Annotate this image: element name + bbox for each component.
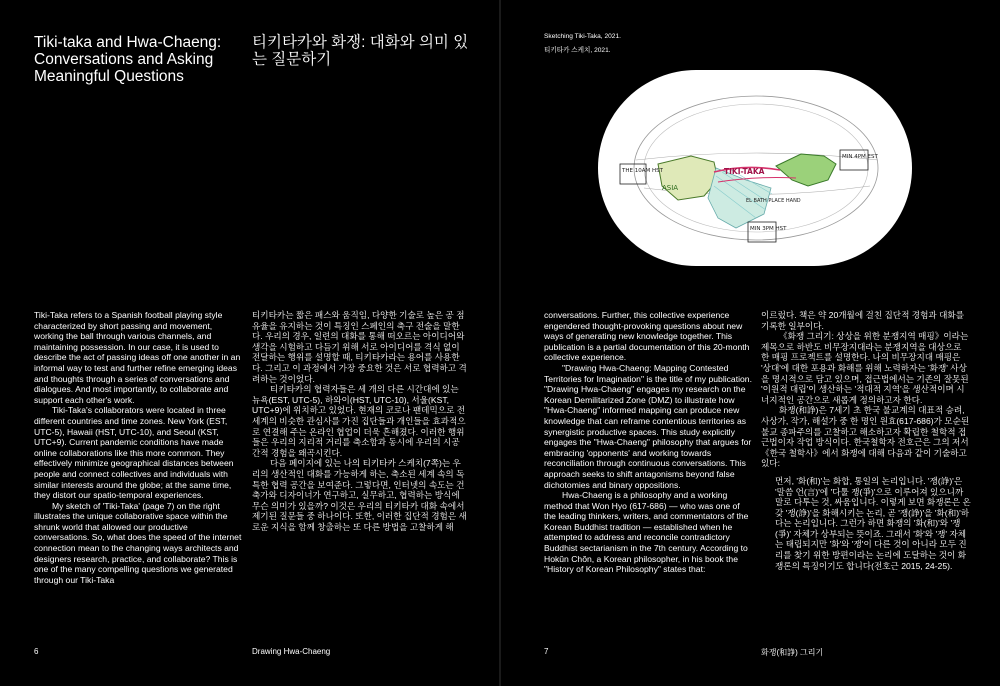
- sketch-label-asia: ASIA: [662, 184, 679, 192]
- korean-column-right: [761, 310, 971, 571]
- tiki-taka-sketch: [596, 68, 914, 268]
- sketch-label-tikitaka: TIKI-TAKA: [724, 167, 765, 176]
- page-number: 6: [34, 647, 39, 656]
- running-title: 화쟁(和諍) 그리기: [761, 648, 824, 657]
- paragraph: Hwa-Chaeng is a philosophy and a working method that Won Hyo (617-686) — who was one of the leading thinkers, writers, and commentators of the Korean Buddhist tradition — established when he attempted to address and reconcile contradictory Buddhist sectarianism in the 7th century. According to Hokŭn Chŏn, a Korean philosopher, in his book the "History of Korean Philosophy" states that:: [544, 490, 749, 575]
- caption-english: Sketching Tiki-Taka, 2021.: [544, 33, 621, 40]
- page-number: 7: [544, 647, 549, 656]
- sketch-label-right: MIN 4PM EST: [842, 154, 878, 160]
- paragraph: 티키타카는 짧은 패스와 움직임, 다양한 기술로 높은 공 점유율을 유지하는 것이 특징인 스페인의 축구 전술을 말한다. 우리의 경우, 일련의 대화를 통해 떠오르는 아이디어와 생각을 시험하고 다듬기 위해 서로 아이디어를 격식 없이 전달하는 행위를 설명할 때, 티키타카라는 용어를 사용한다. 그리고 이 과정에서 가장 중요한 것은 서로 협력하고 격려하는 것이었다.: [252, 310, 467, 384]
- block-quote: 먼저, '화(和)'는 화합, 통일의 논리입니다. '쟁(諍)'은 '말씀 언(言)'에 '다툴 쟁(爭)'으로 이루어져 있으니까 말로 다투는 것, 싸움입니다. 이렇게 보면 화쟁론은 온갖 '쟁(諍)'을 화해시키는 논리, 곧 '쟁(諍)'을 '화(和)'하다는 논리입니다. 그런가 하면 화쟁의 '화(和)'와 '쟁(爭)' 자체가 상부되는 뜻이죠. 그래서 '화'와 '쟁' 자체는 태립되지만 '화'와 '쟁'이 다른 것이 아니라 모두 진리를 찾기 위한 방편이라는 논리에 도달하는 것이 화쟁론의 특징이기도 합니다(전호근 2015, 24-25).: [775, 475, 971, 571]
- sketch-label-bottom: MIN 3PM HST: [750, 226, 787, 232]
- sketch-label-left: THE 10AM HST: [622, 168, 663, 174]
- paragraph: 《화쟁 그리기: 상상을 위한 분쟁지역 매핑》이라는 제목으로 하반도 비무장지대라는 분쟁지역을 대상으로 한 매핑 프로젝트를 설명한다. 나의 비무장지대 매핑은 '상대'에 대한 포용과 화해를 위해 노력하자는 '화쟁' 사상을 명시적으로 담고 있으며, 접근법에서는 기존의 잘못된 '이원적 대립'이 생산하는 '적대적 지역'을 생산적이며 시너지적인 공간으로 새롭게 정의하고자 한다.: [761, 331, 969, 405]
- page-title-korean: 티키타카와 화쟁: 대화와 의미 있는 질문하기: [252, 34, 469, 68]
- paragraph: 화쟁(和諍)은 7세기 초 한국 불교계의 대표적 승려, 사상가, 작가, 해설가 중 한 명인 원효(617-686)가 모순된 불교 종파주의를 고찰하고 해소하고자 확립한 철학적 접근법이자 작업 방식이다. 한국철학자 전호근은 그의 저서 《한국 철학사》에서 화쟁에 대해 다음과 같이 기술하고 있다:: [761, 405, 970, 469]
- page-title-english: Tiki-taka and Hwa-Chaeng: Conversations and Asking Meaningful Questions: [34, 34, 222, 85]
- english-column-right: [544, 310, 754, 575]
- figure-caption: [544, 33, 684, 61]
- korean-column-left: [252, 310, 467, 532]
- paragraph: Tiki-Taka's collaborators were located in three different countries and time zones. New York (EST, UTC-5), Hawaii (HST, UTC-10), and Seoul (KST, UTC+9). Current pandemic conditions have made online collaborations like this more common. They effectively minimize geographical distances between people and connect collectives and individuals with similar interests around the globe; at the same time, they distort our spatio-temporal experiences.: [34, 405, 234, 501]
- paragraph: 이르렀다. 책은 약 20개월에 걸친 집단적 경험과 대화를 기록한 일부이다.: [761, 310, 964, 331]
- paragraph: Tiki-Taka refers to a Spanish football playing style characterized by short passing and movement, working the ball through various channels, and maintaining possession. In our case, it is used to describe the act of passing ideas off one another in an informal way to test and further refine emerging ideas and thoughts through a series of conversations and dialogues. And most importantly, to collaborate and support each other's work.: [34, 310, 241, 405]
- running-title: Drawing Hwa-Chaeng: [252, 647, 331, 656]
- sketch-label-note: EL BATH PLACE HAND: [746, 198, 801, 204]
- paragraph: 티키타카의 협력자들은 세 개의 다른 시간대에 있는 뉴욕(EST, UTC-5), 하와이(HST, UTC-10), 서울(KST, UTC+9)에 위치하고 있었다. 현재의 코로나 팬데믹으로 전 세계의 비슷한 관심사를 가진 집단들과 개인들을 효과적으로 연결해 주는 온라인 협업이 더욱 흔해졌다. 이러한 행위들은 우리의 지리적 거리를 축소함과 동시에 우리의 시공간적 경험을 왜곡시킨다.: [252, 384, 466, 458]
- caption-korean: 티키타카 스케치, 2021.: [544, 47, 611, 54]
- english-column-left: [34, 310, 244, 585]
- paragraph: "Drawing Hwa-Chaeng: Mapping Contested Territories for Imagination" is the title of my publication. "Drawing Hwa-Chaeng" engages my research on the Korean Demilitarized Zone (DMZ) to illustrate how "Hwa-Chaeng" informed mapping can produce new knowledge that can reframe contentious territories as synergistic productive spaces. This study explicitly engages the "Hwa-Chaeng" philosophy that argues for embracing 'opponents' and working towards reconciliation through continuous conversations. This approach seeks to shift antagonisms beyond false dichotomies and binary oppositions.: [544, 362, 752, 490]
- paragraph: My sketch of 'Tiki-Taka' (page 7) on the right illustrates the unique collaborative space within the shrunk world that allowed our productive conversations. So, what does the speed of the internet connection mean to the changing ways architects and designers research, practice, and collaborate? This is one of the many compelling questions we generated through our Tiki-Taka: [34, 500, 242, 585]
- paragraph: 다음 페이지에 있는 나의 티키타카 스케치(7쪽)는 우리의 생산적인 대화를 가능하게 하는, 축소된 세계 속의 독특한 협력 공간을 보여준다. 그렇다면, 인터넷의 속도는 건축가와 디자이너가 연구하고, 실무하고, 협력하는 방식에 무슨 의미가 있을까? 이것은 우리의 티키타카 대화 속에서 제기된 질문들 중 하나이다. 또한, 이러한 집단적 경험은 새로운 지식을 함께 창출하는 또 다른 방법을 고찰하게 해: [252, 458, 467, 532]
- paragraph: conversations. Further, this collective experience engendered thought-provoking questions about new ways of generating new knowledge together. This publication is a partial documentation of this 20-month collective experience.: [544, 310, 750, 363]
